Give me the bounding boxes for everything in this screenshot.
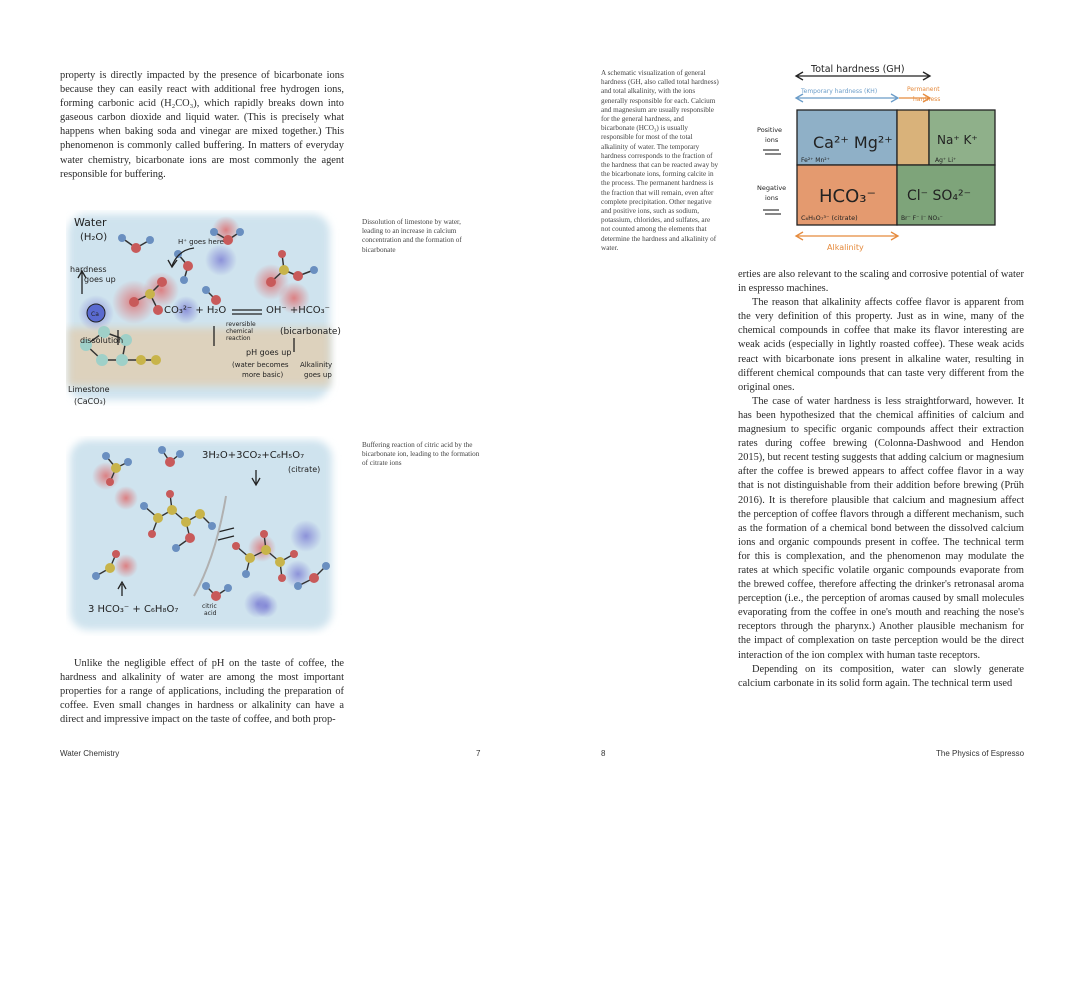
figure1-caption: Dissolution of limestone by water, leading to an increase in calcium concentration and the formation of bicarbonate [362,218,462,254]
label-reversible: reversible [226,321,256,328]
bottom-paragraph [60,657,344,727]
intro-paragraph-text: property is directly impacted by the presence of bicarbonate ions because they can easily react with additional free hydrogen ions, forming carbonic acid (H₂CO₃), which rapidly breaks down into gaseous carbon dioxide and liquid water. (This is precisely what happens when baking soda and vinegar are mixed together.) This phenomenon is commonly called buffering. In matters of everyday water chemistry, bicarbonate ions are most commonly the agent responsible for buffering. [60,70,344,180]
label-br-f: Br⁻ F⁻ I⁻ NO₃⁻ [901,215,943,222]
label-fe-mn: Fe²⁺ Mn²⁺ [801,157,830,164]
side-caption: A schematic visualization of general hardness (GH, also called total hardness) and total alkalinity, with the ions generally responsible for each. Calcium and magnesium are usually responsible for the general hardness, and bicarbonate (HCO₃) is usually responsible for most of the total alkalinity of water. The temporary hardness corresponds to the fraction of the hardness that can be reacted away by the bicarbonate ions, forming calcite in the process. The permanent hardness is the fraction that will remain, even after complete precipitation. Other negative and positive ions, such as sodium, potassium, chlorides, and sulfates, are not counted among the elements that determine the hardness and alkalinity of water. [601,69,719,252]
temporary-hardness-arrow [796,94,898,102]
label-ca-mg: Ca²⁺ Mg²⁺ [813,133,893,152]
figure2-caption: Buffering reaction of citric acid by the bicarbonate ion, leading to the formation of citrate ions [362,441,480,468]
label-caco3: (CaCO₃) [74,397,106,406]
label-h-goes-here: H⁺ goes here [178,238,224,246]
label-hco3: HCO₃⁻ [819,186,876,207]
label-ca-ion: Ca [91,311,99,318]
right-paragraph-1: The reason that alkalinity affects coffee flavor is apparent from the very definition of this property. Just as in wine, many of the chemical compounds in coffee that make its flavor interesting are weak acids (especially in lightly roasted coffee). These weak acids react with bicarbonate ions present in alkaline water, resulting in different chemical compounds that can taste very different from the original ones. [738,297,1024,393]
label-ag-li: Ag⁺ Li⁺ [935,157,957,164]
label-alkalinity: Alkalinity [300,361,333,369]
label-negative-1: Negative [757,184,787,192]
right-page [541,0,1082,780]
label-alkalinity: Alkalinity [827,243,864,252]
figure-limestone-svg [66,210,356,410]
label-temporary-hardness: Temporary hardness (KH) [801,88,878,95]
label-positive-2: ions [765,136,779,144]
page-number-left: 7 [476,749,481,758]
label-permanent-2: hardness [913,96,941,103]
label-citrate: (citrate) [288,465,321,474]
label-reaction: reaction [226,335,251,342]
bottom-paragraph-text: Unlike the negligible effect of pH on the taste of coffee, the hardness and alkalinity of water are among the most important properties for a range of applications, including the preparation of coffee. Even small changes in hardness or alkalinity can have a direct and impressive impact on the taste of coffee, and both prop- [60,658,344,726]
right-body-text [738,268,1024,691]
label-top-equation: 3H₂O+3CO₂+C₆H₅O₇ [202,450,305,461]
label-water: Water [74,216,107,229]
label-hardness: hardness [70,265,107,274]
figure-citric-svg [66,436,356,636]
ion-arrows [763,150,781,214]
label-dissolution: dissolution [80,336,124,345]
alkalinity-arrow [796,232,898,240]
right-paragraph-0: erties are also relevant to the scaling and corrosive potential of water in espresso machines. [738,269,1024,295]
label-permanent-1: Permanent [907,86,940,93]
label-citric-2: acid [204,610,217,617]
right-paragraph-2: The case of water hardness is less straightforward, however. It has been hypothesized that the chemical affinities of calcium and magnesium to specific organic compounds affect their extraction rates during coffee brewing (Colonna-Dashwood and Hendon 2015), but recent testing suggests that adding calcium or magnesium after the coffee is brewed appears to affect coffee flavor in a way that is not distinguishable from their addition before brewing (Prüh 2016). It is therefore plausible that calcium and magnesium affect the perception of coffee flavors through a different mechanism, such as the formation of a chemical bond between the dissolved calcium ions and organic compounds present in coffee. The technical term for this is complexation, and the phenomenon may modulate the rates at which specific volatile organic compounds evaporate from the brewed coffee, therefore affecting the drinker's retronasal aroma perception (i.e., the perception of aromas caused by small molecules evaporating from the coffee in one's mouth and reaching the nose's receptors through the pharynx.) Another plausible mechanism for the impact of complexation on taste perception would be the direct interaction of the ion complex with human taste receptors. [738,395,1024,661]
label-total-hardness: Total hardness (GH) [811,64,905,75]
hardness-alkalinity-diagram [757,60,1001,260]
label-negative-2: ions [765,194,779,202]
label-ph-up: pH goes up [246,348,292,357]
label-citrate-ion: C₆H₅O₇³⁻ (citrate) [801,214,858,222]
page-number-right: 8 [601,749,606,758]
label-citric-1: citric [202,603,217,610]
left-page [0,0,541,780]
label-water-basic-1: (water becomes [232,361,289,369]
label-alk-goes-up: goes up [304,371,332,379]
footer-title-left: Water Chemistry [60,749,120,758]
intro-paragraph [60,69,344,182]
hardness-diagram-svg [757,60,1001,260]
right-paragraph-3: Depending on its composition, water can slowly generate calcium carbonate in its solid form again. The technical term used [738,663,1024,689]
label-chemical: chemical [226,328,253,335]
label-cl-so4: Cl⁻ SO₄²⁻ [907,188,972,204]
label-limestone: Limestone [68,385,110,394]
label-goes-up: goes up [84,275,116,284]
label-na-k: Na⁺ K⁺ [937,133,978,147]
footer-title-right: The Physics of Espresso [936,749,1025,758]
label-h2o: (H₂O) [80,232,108,243]
label-bottom-equation: 3 HCO₃⁻ + C₆H₈O₇ [88,604,179,615]
label-positive-1: Positive [757,126,783,134]
label-oh-eq: OH⁻ +HCO₃⁻ [266,305,330,316]
figure-citric-buffering [66,436,356,636]
label-co3-eq: CO₃²⁻ + H₂O [164,305,227,316]
label-bicarbonate: (bicarbonate) [280,327,341,337]
box-permanent [897,110,929,165]
label-water-basic-2: more basic) [242,371,284,379]
figure-limestone-dissolution [66,210,356,410]
